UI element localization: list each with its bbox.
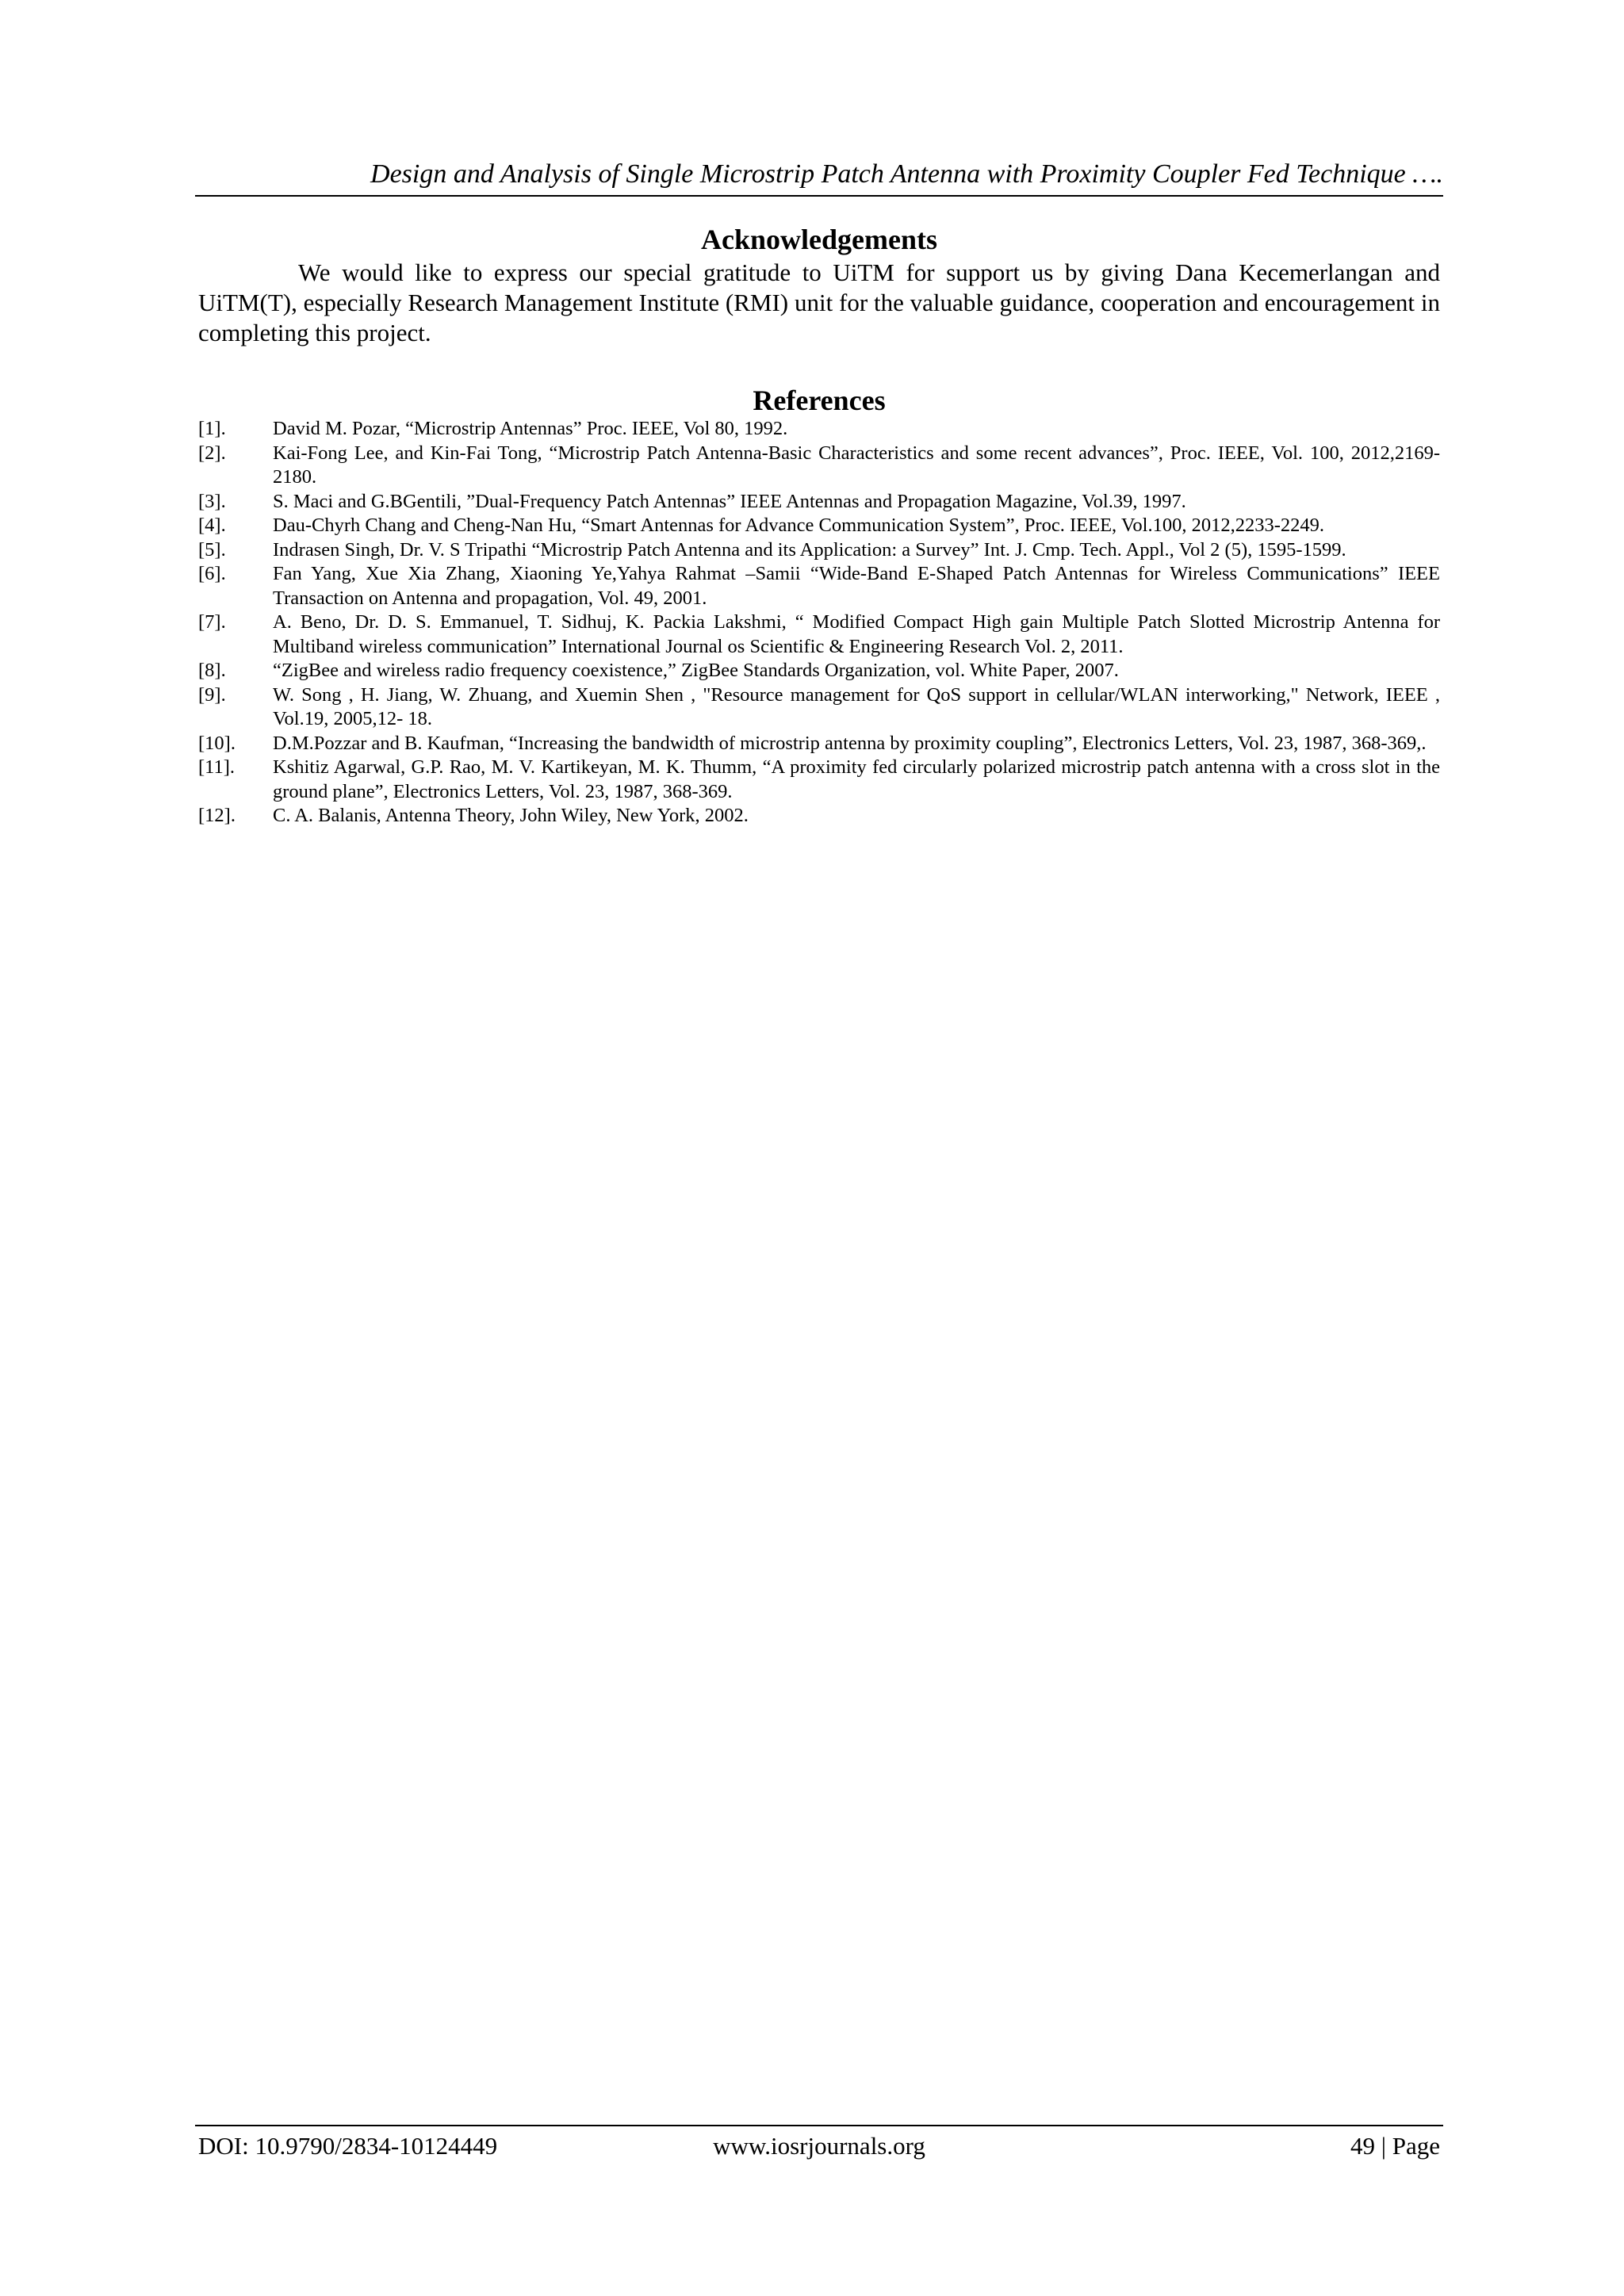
reference-item xyxy=(198,610,1440,659)
reference-number: [1]. xyxy=(198,418,226,439)
reference-item xyxy=(198,538,1440,563)
reference-text: Indrasen Singh, Dr. V. S Tripathi “Microstrip Patch Antenna and its Application: a Survey” Int. J. Cmp. Tech. Appl., Vol 2 (5), 1595-1599. xyxy=(273,538,1346,561)
reference-item xyxy=(198,442,1440,490)
reference-item xyxy=(198,683,1440,732)
reference-text: W. Song , H. Jiang, W. Zhuang, and Xuemin Shen , "Resource management for QoS support in cellular/WLAN interworking," Network, IEEE , Vol.19, 2005,12- 18. xyxy=(273,683,1440,729)
reference-text: Kshitiz Agarwal, G.P. Rao, M. V. Kartikeyan, M. K. Thumm, “A proximity fed circularly polarized microstrip patch antenna with a cross slot in the ground plane”, Electronics Letters, Vol. 23, 1987, 368-369. xyxy=(273,756,1440,802)
reference-number: [7]. xyxy=(198,611,226,633)
reference-number: [5]. xyxy=(198,538,226,561)
reference-text: S. Maci and G.BGentili, ”Dual-Frequency Patch Antennas” IEEE Antennas and Propagation Magazine, Vol.39, 1997. xyxy=(273,490,1186,512)
reference-item xyxy=(198,659,1440,683)
reference-number: [3]. xyxy=(198,490,226,512)
reference-item xyxy=(198,417,1440,442)
reference-item xyxy=(198,514,1440,538)
references-heading: References xyxy=(753,385,886,416)
reference-number: [2]. xyxy=(198,442,226,464)
reference-item xyxy=(198,756,1440,804)
reference-text: A. Beno, Dr. D. S. Emmanuel, T. Sidhuj, K. Packia Lakshmi, “ Modified Compact High gain Multiple Patch Slotted Microstrip Antenna for Multiband wireless communication” International Journal os Scientific & Engineering Research Vol. 2, 2011. xyxy=(273,611,1440,657)
reference-text: Fan Yang, Xue Xia Zhang, Xiaoning Ye,Yahya Rahmat –Samii “Wide-Band E-Shaped Patch Antennas for Wireless Communications” IEEE Transaction on Antenna and propagation, Vol. 49, 2001. xyxy=(273,563,1440,609)
reference-number: [6]. xyxy=(198,563,226,584)
reference-number: [11]. xyxy=(198,756,236,778)
reference-text: David M. Pozar, “Microstrip Antennas” Proc. IEEE, Vol 80, 1992. xyxy=(273,418,788,439)
footer-page-number: 49 | Page xyxy=(1350,2132,1440,2160)
reference-text: Dau-Chyrh Chang and Cheng-Nan Hu, “Smart Antennas for Advance Communication System”, Proc. IEEE, Vol.100, 2012,2233-2249. xyxy=(273,515,1324,536)
footer-doi: DOI: 10.9790/2834-10124449 xyxy=(198,2132,498,2160)
reference-text: D.M.Pozzar and B. Kaufman, “Increasing the bandwidth of microstrip antenna by proximity coupling”, Electronics Letters, Vol. 23, 1987, 368-369,. xyxy=(273,732,1427,754)
acknowledgements-heading: Acknowledgements xyxy=(701,224,937,255)
reference-item xyxy=(198,732,1440,756)
running-header xyxy=(195,155,1443,197)
reference-text: “ZigBee and wireless radio frequency coexistence,” ZigBee Standards Organization, vol. White Paper, 2007. xyxy=(273,660,1119,681)
reference-item xyxy=(198,804,1440,828)
references-list xyxy=(198,417,1440,828)
footer-website: www.iosrjournals.org xyxy=(713,2132,925,2160)
reference-text: C. A. Balanis, Antenna Theory, John Wiley, New York, 2002. xyxy=(273,805,749,826)
reference-item xyxy=(198,490,1440,515)
reference-number: [12]. xyxy=(198,805,236,826)
reference-item xyxy=(198,562,1440,610)
reference-number: [4]. xyxy=(198,515,226,536)
reference-number: [8]. xyxy=(198,660,226,681)
reference-number: [9]. xyxy=(198,683,226,706)
reference-number: [10]. xyxy=(198,732,236,754)
running-header-title: Design and Analysis of Single Microstrip Patch Antenna with Proximity Coupler Fed Technique …. xyxy=(370,159,1443,189)
acknowledgements-body: We would like to express our special gratitude to UiTM for support us by giving Dana Kecemerlangan and UiTM(T), especially Research Management Institute (RMI) unit for the valuable guidance, cooperation and encouragement in completing this project. xyxy=(198,258,1440,346)
page-footer xyxy=(195,2125,1443,2168)
reference-text: Kai-Fong Lee, and Kin-Fai Tong, “Microstrip Patch Antenna-Basic Characteristics and some recent advances”, Proc. IEEE, Vol. 100, 2012,2169-2180. xyxy=(273,442,1440,488)
